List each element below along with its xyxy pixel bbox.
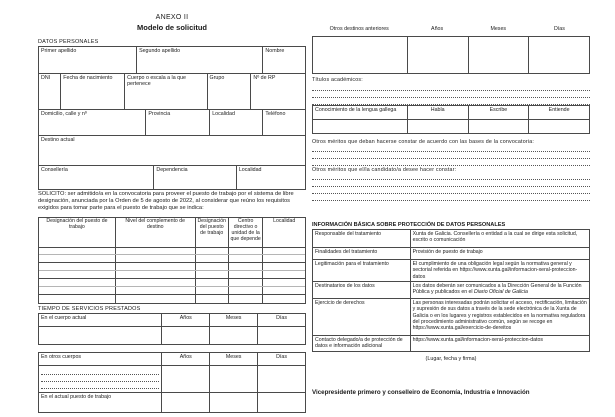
table-row bbox=[39, 365, 305, 392]
empty-cell[interactable] bbox=[161, 366, 209, 392]
empty-cell[interactable] bbox=[528, 120, 589, 133]
col-header-designacion-puesto: Designación del puesto de trabajo bbox=[46, 218, 108, 230]
empty-cell[interactable] bbox=[257, 366, 305, 392]
table-row bbox=[39, 47, 305, 73]
pd-value-destinatarios-text: Los datos deberán ser comunicados a la Dirección General de la Función Pública y publicados en el bbox=[412, 283, 582, 296]
empty-cell[interactable] bbox=[115, 279, 195, 286]
form-title-modelo: Modelo de solicitud bbox=[136, 23, 207, 32]
table-header-row bbox=[39, 314, 305, 326]
otros-destinos-header-row bbox=[312, 25, 590, 33]
table-row bbox=[39, 73, 305, 109]
col-header-anos: Años bbox=[431, 26, 444, 32]
empty-cell[interactable] bbox=[228, 248, 263, 254]
dotted-line[interactable] bbox=[312, 181, 590, 187]
col-header-escribe: Escribe bbox=[468, 106, 529, 119]
pd-value-finalidades: Provisión de puesto de trabajo bbox=[410, 248, 589, 259]
pd-value-destinatarios bbox=[410, 282, 589, 298]
empty-cell[interactable] bbox=[39, 287, 115, 294]
label-lengua-gallega: Conocimiento de la lengua gallega bbox=[315, 107, 397, 113]
table-row bbox=[313, 119, 589, 133]
table-row bbox=[313, 298, 589, 335]
lugar-fecha-firma: (Lugar, fecha y firma) bbox=[425, 356, 477, 362]
dotted-line[interactable] bbox=[312, 174, 590, 180]
pd-label-ejercicio: Ejercicio de derechos bbox=[315, 300, 365, 307]
field-segundo-apellido[interactable]: Segundo apellido bbox=[136, 47, 262, 73]
tiempo-otros-cuerpos-table bbox=[38, 352, 306, 413]
field-telefono[interactable]: Teléfono bbox=[262, 110, 305, 135]
col-header-meses: Meses bbox=[209, 353, 257, 365]
empty-cell[interactable] bbox=[39, 327, 161, 344]
puestos-body-row bbox=[39, 287, 305, 295]
empty-cell[interactable] bbox=[528, 37, 589, 73]
empty-cell[interactable] bbox=[209, 366, 257, 392]
pd-value-responsable: Xunta de Galicia. Consellería o entidad a la cual se dirige esta solicitud, escrito o comunicación bbox=[410, 230, 589, 247]
form-title-anexo: ANEXO II bbox=[155, 14, 189, 21]
puestos-header-row bbox=[39, 218, 305, 247]
right-column bbox=[312, 0, 590, 417]
label-cuerpo-actual: En el cuerpo actual bbox=[41, 315, 87, 321]
field-dependencia[interactable]: Dependencia bbox=[153, 166, 235, 189]
empty-cell[interactable] bbox=[407, 120, 468, 133]
empty-cell[interactable] bbox=[262, 279, 305, 286]
puestos-body-row bbox=[39, 255, 305, 263]
field-destino-actual[interactable]: Destino actual bbox=[41, 137, 75, 143]
empty-cell[interactable] bbox=[195, 295, 228, 303]
empty-cell[interactable] bbox=[39, 271, 115, 278]
empty-cell[interactable] bbox=[262, 287, 305, 294]
empty-cell[interactable] bbox=[228, 279, 263, 286]
empty-cell[interactable] bbox=[468, 37, 529, 73]
datos-personales-table bbox=[38, 46, 306, 190]
pd-label-legitimacion: Legitimación para el tratamiento bbox=[315, 261, 389, 267]
empty-cell[interactable] bbox=[228, 255, 263, 262]
empty-cell[interactable] bbox=[262, 263, 305, 270]
field-primer-apellido[interactable]: Primer apellido bbox=[41, 48, 77, 54]
otros-cuerpos-write-in[interactable] bbox=[39, 366, 161, 392]
empty-cell[interactable] bbox=[262, 295, 305, 303]
dotted-line[interactable] bbox=[312, 92, 590, 98]
field-localidad[interactable]: Localidad bbox=[209, 110, 262, 135]
empty-cell[interactable] bbox=[39, 279, 115, 286]
table-row bbox=[313, 281, 589, 298]
dotted-line[interactable] bbox=[312, 160, 590, 166]
col-header-meses: Meses bbox=[209, 314, 257, 326]
puestos-body-row bbox=[39, 279, 305, 287]
col-header-centro-directivo: Centro directivo o unidad de la que depende bbox=[228, 218, 263, 247]
field-fecha-nacimiento[interactable]: Fecha de nacimiento bbox=[60, 74, 124, 109]
label-otros-meritos-candidato: Otros méritos que el/la candidato/a desee hacer constar: bbox=[312, 167, 457, 173]
dotted-line[interactable] bbox=[312, 146, 590, 152]
empty-cell[interactable] bbox=[262, 255, 305, 262]
titulos-academicos-write-in[interactable] bbox=[312, 85, 590, 106]
puestos-body-row bbox=[39, 247, 305, 255]
field-conselleria[interactable]: Consellería bbox=[41, 167, 68, 173]
col-header-anos: Años bbox=[161, 314, 209, 326]
label-otros-meritos-bases: Otros méritos que deban hacerse constar de acuerdo con las bases de la convocatoria: bbox=[312, 139, 535, 145]
field-cuerpo-escala[interactable]: Cuerpo o escala a la que pertenece bbox=[124, 74, 206, 109]
solicito-paragraph: SOLICITO: ser admitido/a en la convocatoria para proveer el puesto de trabajo por el sistema de libre designación, anunciada por la Orden de 5 de agosto de 2022, al considerar que reúno los requisitos exigidos para tomar parte para el puesto de trabajo que se indica: bbox=[38, 191, 294, 212]
firmante-line: Vicepresidente primero y conselleiro de Economía, Industria e Innovación bbox=[312, 389, 530, 396]
col-header-designacion-puesto-2: Designación del puesto de trabajo bbox=[195, 218, 228, 247]
col-header-localidad: Localidad bbox=[262, 218, 305, 247]
pd-value-legitimacion: El cumplimiento de una obligación legal según la normativa general y sectorial referida en https://www.xunta.gal/informacion-xeral-proteccion-datos bbox=[410, 260, 589, 281]
empty-cell[interactable] bbox=[313, 37, 407, 73]
field-grupo[interactable]: Grupo bbox=[207, 74, 251, 109]
empty-cell[interactable] bbox=[228, 271, 263, 278]
empty-cell[interactable] bbox=[115, 255, 195, 262]
pd-label-destinatarios: Destinatarios de los datos bbox=[315, 283, 375, 290]
empty-cell[interactable] bbox=[161, 327, 209, 344]
empty-cell[interactable] bbox=[195, 271, 228, 278]
col-header-dias: Días bbox=[257, 314, 305, 326]
table-row bbox=[313, 37, 589, 73]
dotted-line[interactable] bbox=[312, 153, 590, 159]
proteccion-datos-table bbox=[312, 229, 590, 352]
col-header-meses: Meses bbox=[490, 26, 507, 32]
label-actual-puesto: En el actual puesto de trabajo bbox=[41, 394, 112, 400]
table-header-row bbox=[39, 353, 305, 365]
empty-cell[interactable] bbox=[115, 263, 195, 270]
table-row bbox=[39, 392, 305, 412]
field-num-rp[interactable]: Nº de RP bbox=[250, 74, 305, 109]
empty-cell[interactable] bbox=[39, 255, 115, 262]
table-header-row bbox=[313, 106, 589, 119]
empty-cell[interactable] bbox=[39, 263, 115, 270]
empty-cell[interactable] bbox=[262, 271, 305, 278]
field-localidad-conselleria[interactable]: Localidad bbox=[236, 166, 305, 189]
tiempo-cuerpo-actual-table bbox=[38, 313, 306, 345]
empty-cell[interactable] bbox=[257, 327, 305, 344]
empty-cell[interactable] bbox=[39, 248, 115, 254]
proteccion-datos-title: INFORMACIÓN BÁSICA SOBRE PROTECCIÓN DE DATOS PERSONALES bbox=[312, 222, 506, 228]
empty-cell[interactable] bbox=[468, 120, 529, 133]
field-dni[interactable]: DNI bbox=[41, 75, 51, 81]
col-header-dias: Días bbox=[257, 353, 305, 365]
field-provincia[interactable]: Provincia bbox=[145, 110, 209, 135]
otros-meritos-bases-write-in[interactable] bbox=[312, 146, 590, 167]
pd-value-destinatarios-italic: Diario Oficial de Galicia bbox=[474, 289, 528, 296]
empty-cell[interactable] bbox=[257, 393, 305, 412]
otros-meritos-candidato-write-in[interactable] bbox=[312, 174, 590, 202]
field-nombre[interactable]: Nombre bbox=[262, 47, 305, 73]
empty-cell[interactable] bbox=[228, 295, 263, 303]
dotted-line[interactable] bbox=[41, 383, 159, 389]
left-column bbox=[38, 0, 306, 417]
pd-label-finalidades: Finalidades del tratamiento bbox=[315, 249, 378, 255]
table-row bbox=[313, 335, 589, 351]
section-tiempo-servicios: TIEMPO DE SERVICIOS PRESTADOS bbox=[38, 306, 141, 312]
empty-cell[interactable] bbox=[209, 393, 257, 412]
empty-cell[interactable] bbox=[407, 37, 468, 73]
puestos-body-row bbox=[39, 295, 305, 303]
empty-cell[interactable] bbox=[195, 263, 228, 270]
puestos-body-row bbox=[39, 271, 305, 279]
field-domicilio[interactable]: Domicilio, calle y nº bbox=[41, 111, 87, 117]
empty-cell[interactable] bbox=[195, 248, 228, 254]
otros-destinos-table bbox=[312, 36, 590, 74]
col-header-habla: Habla bbox=[407, 106, 468, 119]
table-row bbox=[39, 326, 305, 344]
empty-cell[interactable] bbox=[161, 393, 209, 412]
label-titulos-academicos: Títulos académicos: bbox=[312, 77, 363, 83]
dotted-line[interactable] bbox=[312, 195, 590, 201]
empty-cell[interactable] bbox=[313, 120, 407, 133]
empty-cell[interactable] bbox=[115, 295, 195, 303]
empty-cell[interactable] bbox=[195, 287, 228, 294]
empty-cell[interactable] bbox=[195, 255, 228, 262]
empty-cell[interactable] bbox=[195, 279, 228, 286]
label-otros-destinos: Otros destinos anteriores bbox=[329, 26, 389, 32]
table-row bbox=[39, 165, 305, 189]
section-datos-personales: DATOS PERSONALES bbox=[38, 39, 99, 45]
empty-cell[interactable] bbox=[115, 271, 195, 278]
empty-cell[interactable] bbox=[209, 327, 257, 344]
dotted-line[interactable] bbox=[312, 85, 590, 91]
dotted-line[interactable] bbox=[41, 376, 159, 382]
empty-cell[interactable] bbox=[228, 263, 263, 270]
empty-cell[interactable] bbox=[115, 248, 195, 254]
col-header-dias: Días bbox=[553, 26, 565, 32]
puestos-table bbox=[38, 217, 306, 304]
pd-label-contacto: Contacto delegado/a de protección de datos e información adicional bbox=[315, 337, 403, 350]
empty-cell[interactable] bbox=[228, 287, 263, 294]
empty-cell[interactable] bbox=[262, 248, 305, 254]
pd-value-contacto: https://www.xunta.gal/informacion-xeral-proteccion-datos bbox=[410, 336, 589, 351]
puestos-body-row bbox=[39, 263, 305, 271]
dotted-line[interactable] bbox=[312, 188, 590, 194]
col-header-nivel-complemento: Nivel del complemento de destino bbox=[115, 218, 195, 247]
empty-cell[interactable] bbox=[115, 287, 195, 294]
col-header-entiende: Entiende bbox=[528, 106, 589, 119]
table-row bbox=[313, 259, 589, 281]
table-row bbox=[313, 230, 589, 247]
table-row bbox=[39, 135, 305, 165]
pd-value-ejercicio: Las personas interesadas podrán solicitar el acceso, rectificación, limitación y supresión de sus datos a través de la sede electrónica de la Xunta de Galicia o en los lugares y registros establecidos en la normativa reguladora del procedimiento administrativo común, según se recoge en https://www.xunta.gal/exercicio-de-dereitos bbox=[410, 299, 589, 335]
empty-cell[interactable] bbox=[39, 295, 115, 303]
table-row bbox=[39, 109, 305, 135]
lengua-gallega-table bbox=[312, 105, 590, 134]
label-otros-cuerpos: En otros cuerpos bbox=[41, 354, 82, 360]
col-header-anos: Años bbox=[161, 353, 209, 365]
pd-label-responsable: Responsable del tratamiento bbox=[315, 231, 382, 237]
dotted-line[interactable] bbox=[41, 369, 159, 375]
table-row bbox=[313, 247, 589, 259]
